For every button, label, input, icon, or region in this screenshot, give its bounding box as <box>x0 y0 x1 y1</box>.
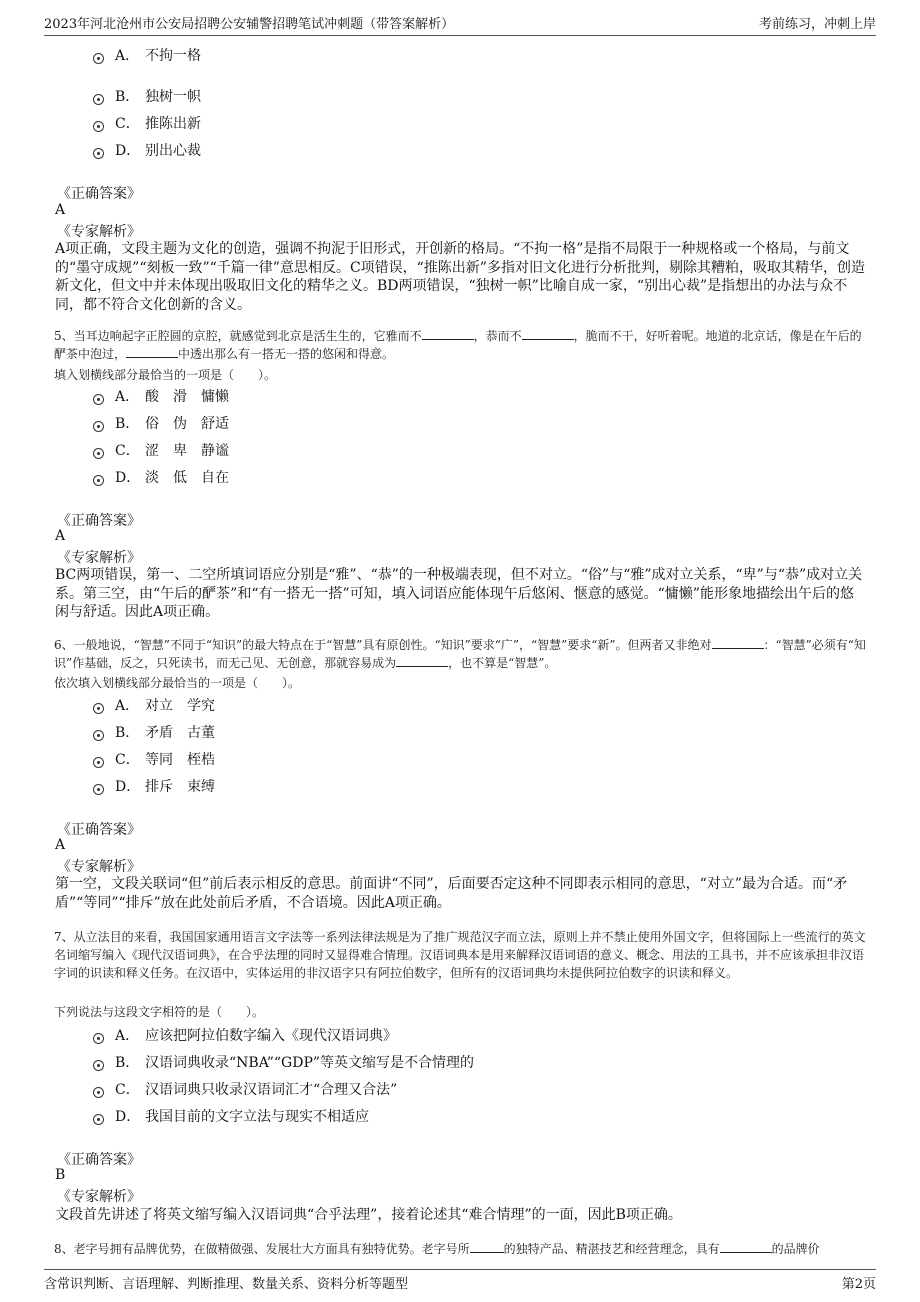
blank <box>396 654 448 667</box>
radio-icon <box>93 784 104 795</box>
page-footer <box>44 1269 876 1295</box>
q6-option-b[interactable]: B． 矛盾 古董 <box>93 721 215 743</box>
q4-answer: A <box>55 202 66 218</box>
q7-option-b[interactable]: B． 汉语词典收录“NBA”“GDP”等英文缩写是不合情理的 <box>93 1051 474 1073</box>
radio-icon <box>93 421 104 432</box>
q5-answer: A <box>55 528 66 544</box>
q6-answer: A <box>55 837 66 853</box>
header-slogan: 考前练习，冲刺上岸 <box>758 17 876 32</box>
blank <box>422 327 474 340</box>
analysis-label: 《专家解析》 <box>57 550 141 566</box>
q6-option-c[interactable]: C． 等同 桎梏 <box>93 748 215 770</box>
blank <box>470 1240 504 1253</box>
radio-icon <box>93 475 104 486</box>
radio-icon <box>93 703 104 714</box>
radio-icon <box>93 121 104 132</box>
radio-icon <box>93 94 104 105</box>
footer-description: 含常识判断、言语理解、判断推理、数量关系、资料分析等题型 <box>44 1277 409 1292</box>
q4-option-b[interactable]: B． 独树一帜 <box>93 85 201 107</box>
q7-option-a[interactable]: A． 应该把阿拉伯数字编入《现代汉语词典》 <box>93 1024 397 1046</box>
q5-option-c[interactable]: C． 涩 卑 静谧 <box>93 439 229 461</box>
blank <box>720 1240 772 1253</box>
radio-icon <box>93 1087 104 1098</box>
radio-icon <box>93 757 104 768</box>
q5-option-b[interactable]: B． 俗 伪 舒适 <box>93 412 229 434</box>
radio-icon <box>93 53 104 64</box>
q6-prompt: 依次填入划横线部分最恰当的一项是（ ）。 <box>54 676 301 690</box>
radio-icon <box>93 394 104 405</box>
radio-icon <box>93 730 104 741</box>
q7-option-c[interactable]: C． 汉语词典只收录汉语词汇才“合理又合法” <box>93 1078 397 1100</box>
q7-option-d[interactable]: D． 我国目前的文字立法与现实不相适应 <box>93 1105 369 1127</box>
q7-prompt: 下列说法与这段文字相符的是（ ）。 <box>54 1005 265 1019</box>
answer-label: 《正确答案》 <box>57 186 141 202</box>
answer-label: 《正确答案》 <box>57 1152 141 1168</box>
answer-label: 《正确答案》 <box>57 822 141 838</box>
q6-stem: 6、一般地说，“智慧”不同于“知识”的最大特点在于“智慧”具有原创性。“知识”要求“广”，“智慧”要求“新”。但两者又非绝对 ：“智慧”必须有“知识”作基础，反之，只死读书，而无己见、无创意，那就容易成为 ，也不算是“智慧”。 <box>54 638 866 670</box>
q5-stem: 5、当耳边响起字正腔圆的京腔，就感觉到北京是活生生的，它雅而不 ，恭而不 ，脆而不干，好听着呢。地道的北京话，像是在午后的酽茶中泡过， 中透出那么有一搭无一搭的悠闲和得意。 <box>54 329 862 361</box>
analysis-label: 《专家解析》 <box>57 1189 141 1205</box>
q8-stem: 8、老字号拥有品牌优势，在做精做强、发展壮大方面具有独特优势。老字号所 的独特产品、精湛技艺和经营理念，具有 的品牌价 <box>54 1242 820 1256</box>
q6-option-d[interactable]: D． 排斥 束缚 <box>93 775 215 797</box>
blank <box>522 327 574 340</box>
q4-explanation: A项正确，文段主题为文化的创造，强调不拘泥于旧形式，开创新的格局。“不拘一格”是指不局限于一种规格或一个格局，与前文的“墨守成规”“刻板一致”“千篇一律”意思相反。C项错误，“推陈出新”多指对旧文化进行分析批判，剔除其糟粕，吸取其精华，创造新文化，但文中并未体现出吸取旧文化的精华之义。BD两项错误，“独树一帜”比喻自成一家，“别出心裁”是指想出的办法与众不同，都不符合文化创新的含义。 <box>55 241 865 313</box>
q4-option-c[interactable]: C． 推陈出新 <box>93 112 201 134</box>
q7-stem: 7、从立法目的来看，我国国家通用语言文字法等一系列法律法规是为了推广规范汉字而立法，原则上并不禁止使用外国文字，但将国际上一些流行的英文名词缩写编入《现代汉语词典》，在合乎法理的同时又显得难合情理。汉语词典本是用来解释汉语词语的意义、概念、用法的工具书，并不应该承担非汉语字词的识读和释义任务。在汉语中，实体运用的非汉语字只有阿拉伯数字，但所有的汉语词典均未提供阿拉伯数字的识读和释义。 <box>54 930 866 980</box>
q4-option-d[interactable]: D． 别出心裁 <box>93 139 201 161</box>
radio-icon <box>93 1033 104 1044</box>
analysis-label: 《专家解析》 <box>57 224 141 240</box>
q6-option-a[interactable]: A． 对立 学究 <box>93 694 215 716</box>
answer-label: 《正确答案》 <box>57 513 141 529</box>
q5-option-d[interactable]: D． 淡 低 自在 <box>93 466 229 488</box>
radio-icon <box>93 148 104 159</box>
blank <box>712 636 764 649</box>
q7-explanation: 文段首先讲述了将英文缩写编入汉语词典“合乎法理”，接着论述其“难合情理”的一面，因此B项正确。 <box>55 1207 682 1223</box>
radio-icon <box>93 1060 104 1071</box>
blank <box>126 345 178 358</box>
radio-icon <box>93 1114 104 1125</box>
q5-explanation: BC两项错误，第一、二空所填词语应分别是“雅”、“恭”的一种极端表现，但不对立。“俗”与“雅”成对立关系，“卑”与“恭”成对立关系。第三空，由“午后的酽茶”和“有一搭无一搭”可知，填入词语应能体现午后悠闲、惬意的感觉。“慵懒”能形象地描绘出午后的悠闲与舒适。因此A项正确。 <box>55 567 863 620</box>
q4-option-a[interactable]: A． 不拘一格 <box>93 44 201 66</box>
q5-prompt: 填入划横线部分最恰当的一项是（ ）。 <box>54 368 277 382</box>
analysis-label: 《专家解析》 <box>57 859 141 875</box>
q6-explanation: 第一空，文段关联词“但”前后表示相反的意思。前面讲“不同”，后面要否定这种不同即表示相同的意思，“对立”最为合适。而“矛盾”“等同”“排斥”放在此处前后矛盾，不合语境。因此A项正确。 <box>55 876 848 911</box>
radio-icon <box>93 448 104 459</box>
page-number: 第2页 <box>841 1277 876 1292</box>
q7-answer: B <box>55 1167 66 1183</box>
page-header <box>44 10 876 36</box>
document-title: 2023年河北沧州市公安局招聘公安辅警招聘笔试冲刺题（带答案解析） <box>44 17 455 32</box>
q5-option-a[interactable]: A． 酸 滑 慵懒 <box>93 385 229 407</box>
